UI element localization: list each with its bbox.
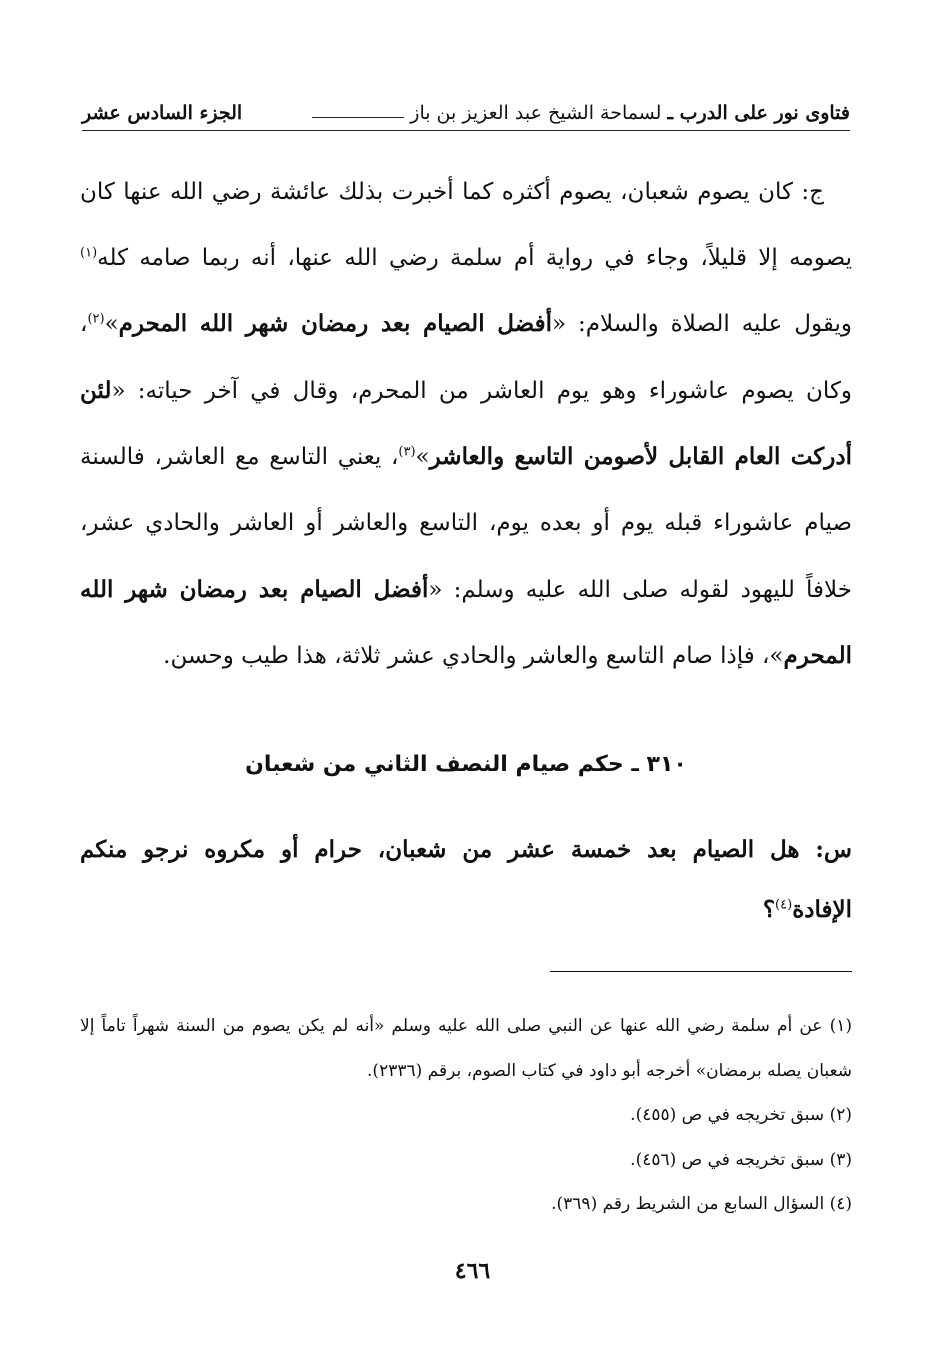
answer-text bbox=[80, 160, 852, 690]
volume-label: الجزء السادس عشر bbox=[82, 102, 243, 124]
footnote-4: (٤) السؤال السابع من الشريط رقم (٣٦٩). bbox=[551, 1194, 852, 1214]
footnote-1: (١) عن أم سلمة رضي الله عنها عن النبي صلى الله عليه وسلم «أنه لم يكن يصوم من السنة شهراً تاماً إلا شعبان يصله برمضان» أخرجه أبو داود في كتاب الصوم، برقم (٢٣٣٦). bbox=[80, 1016, 852, 1081]
hadith-quote-2: لئن أدركت العام القابل لأصومن التاسع والعاشر bbox=[80, 376, 852, 471]
footnotes bbox=[80, 1004, 852, 1227]
footnote-ref-2: (٢) bbox=[87, 311, 105, 327]
footnote-3: (٣) سبق تخريجه في ص (٤٥٦). bbox=[630, 1149, 852, 1170]
answer-paragraph: ج: كان يصوم شعبان، يصوم أكثره كما أخبرت بذلك عائشة رضي الله عنها كان يصومه إلا قليلاً، وجاء في رواية أم سلمة رضي الله عنها، أنه ربما صامه كله$^{(١)}$ ويقول عليه الصلاة والسلام: «أفضل الصيام بعد رمضان شهر الله المحرم»$^{(٢)}$، وكان يصوم عاشوراء وهو يوم العاشر من المحرم، وقال في آخر حياته: «لئن أدركت العام القابل لأصومن التاسع والعاشر»$^{(٣)}$، يعني التاسع مع العاشر، فالسنة صيام عاشوراء قبله يوم أو بعده يوم، التاسع والعاشر أو العاشر والحادي عشر، خلافاً لليهود لقوله صلى الله عليه وسلم: «أفضل الصيام بعد رمضان شهر الله المحرم»، فإذا صام التاسع والعاشر والحادي عشر ثلاثة، هذا طيب وحسن. bbox=[80, 179, 852, 670]
section-heading: ٣١٠ ـ حكم صيام النصف الثاني من شعبان bbox=[245, 752, 687, 777]
footnote-ref-1: (١) bbox=[80, 244, 98, 260]
footnote-2: (٢) سبق تخريجه في ص (٤٥٥). bbox=[630, 1105, 852, 1125]
hadith-quote-1: أفضل الصيام بعد رمضان شهر الله المحرم bbox=[118, 310, 552, 338]
running-header bbox=[82, 96, 850, 131]
question-text: س: هل الصيام بعد خمسة عشر من شعبان، حرام أو مكروه نرجو منكم الإفادة$^{(٤)}$؟ bbox=[80, 836, 852, 923]
author-name: لسماحة الشيخ عبد العزيز بن باز bbox=[410, 102, 662, 124]
book-title: فتاوى نور على الدرب ـ bbox=[667, 102, 850, 124]
footnote-ref-4: (٤) bbox=[775, 897, 793, 913]
hadith-quote-3: أفضل الصيام بعد رمضان شهر الله المحرم bbox=[80, 575, 852, 670]
page-number: ٤٦٦ bbox=[454, 1258, 491, 1284]
footnote-separator bbox=[550, 971, 852, 972]
footnote-ref-3: (٣) bbox=[398, 444, 416, 460]
header-dash bbox=[312, 117, 404, 118]
